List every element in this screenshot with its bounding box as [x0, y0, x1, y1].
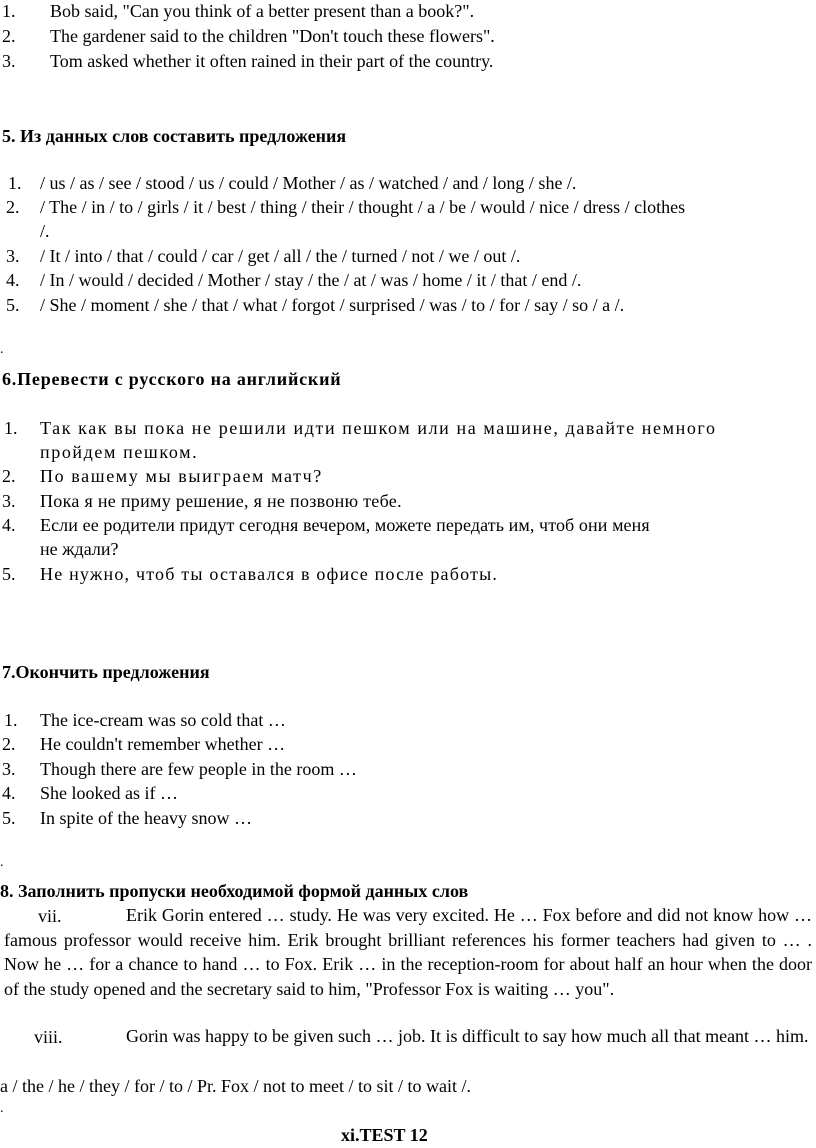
- list-item: Так как вы пока не решили идти пешком или на машине, давайте немного: [40, 418, 717, 438]
- paragraph-number: vii.: [38, 906, 62, 926]
- list-item-number: 3.: [2, 491, 16, 511]
- list-item: Если ее родители придут сегодня вечером, можете передать им, чтоб они меня: [40, 515, 650, 535]
- list-item: The ice-cream was so cold that …: [40, 710, 286, 730]
- section-6-title: 6.Перевести с русского на английский: [2, 369, 342, 389]
- list-item-number: 1.: [8, 173, 22, 193]
- list-item: Tom asked whether it often rained in their part of the country.: [50, 51, 494, 71]
- list-item: / us / as / see / stood / us / could / Mother / as / watched / and / long / she /.: [40, 173, 577, 193]
- section-7-title: 7.Окончить предложения: [2, 662, 210, 682]
- list-item: / In / would / decided / Mother / stay / the / at / was / home / it / that / end /.: [40, 270, 582, 290]
- list-item-continuation: не ждали?: [40, 539, 119, 559]
- list-item-number: 2.: [2, 466, 16, 486]
- list-item: Не нужно, чтоб ты оставался в офисе после работы.: [40, 564, 499, 584]
- stray-dot: .: [0, 1101, 4, 1116]
- list-item: / She / moment / she / that / what / forgot / surprised / was / to / for / say / so / a /.: [40, 295, 625, 315]
- list-item-number: 3.: [2, 51, 16, 71]
- list-item-number: 5.: [6, 295, 20, 315]
- list-item-number: 1.: [2, 1, 16, 21]
- list-item: / It / into / that / could / car / get / all / the / turned / not / we / out /.: [40, 246, 521, 266]
- list-item: По вашему мы выиграем матч?: [40, 466, 323, 486]
- list-item-number: 3.: [2, 759, 16, 779]
- list-item-number: 5.: [2, 808, 16, 828]
- paragraph: Erik Gorin entered … study. He was very excited. He … Fox before and did not know how … famous professor would receive him. Erik brought brilliant references his former teachers had given to … . Now he … for a chance to hand … to Fox. Erik … in the reception-room for about half an hour when the door of the study opened and the secretary said to him, "Professor Fox is waiting … you".: [4, 905, 812, 999]
- list-item-continuation: /.: [40, 221, 50, 241]
- list-item-number: 4.: [2, 783, 16, 803]
- list-item-number: 3.: [6, 246, 20, 266]
- paragraph-number: viii.: [34, 1027, 63, 1047]
- list-item: He couldn't remember whether …: [40, 734, 286, 754]
- section-8-title: 8. Заполнить пропуски необходимой формой данных слов: [0, 881, 469, 901]
- list-item-number: 5.: [2, 564, 16, 584]
- list-item: Пока я не приму решение, я не позвоню тебе.: [40, 491, 402, 511]
- list-item: The gardener said to the children "Don't touch these flowers".: [50, 26, 495, 46]
- list-item-number: 1.: [4, 418, 18, 438]
- list-item-number: 2.: [2, 26, 16, 46]
- list-item-number: 2.: [2, 734, 16, 754]
- stray-dot: .: [0, 342, 4, 357]
- list-item-number: 2.: [6, 197, 20, 217]
- word-bank: a / the / he / they / for / to / Pr. Fox / not to meet / to sit / to wait /.: [0, 1076, 471, 1096]
- list-item: / The / in / to / girls / it / best / thing / their / thought / a / be / would / nice / dress / clothes: [40, 197, 686, 217]
- paragraph: Gorin was happy to be given such … job. It is difficult to say how much all that meant … him.: [126, 1026, 809, 1046]
- section-5-title: 5. Из данных слов составить предложения: [2, 126, 347, 146]
- list-item-number: 4.: [6, 270, 20, 290]
- list-item: Though there are few people in the room …: [40, 759, 357, 779]
- list-item-number: 4.: [2, 515, 16, 535]
- test-title: xi.TEST 12: [341, 1125, 428, 1145]
- list-item-number: 1.: [4, 710, 18, 730]
- list-item: She looked as if …: [40, 783, 178, 803]
- list-item-continuation: пройдем пешком.: [40, 442, 199, 462]
- list-item: In spite of the heavy snow …: [40, 808, 252, 828]
- list-item: Bob said, "Can you think of a better present than a book?".: [50, 1, 475, 21]
- stray-dot: .: [0, 855, 4, 870]
